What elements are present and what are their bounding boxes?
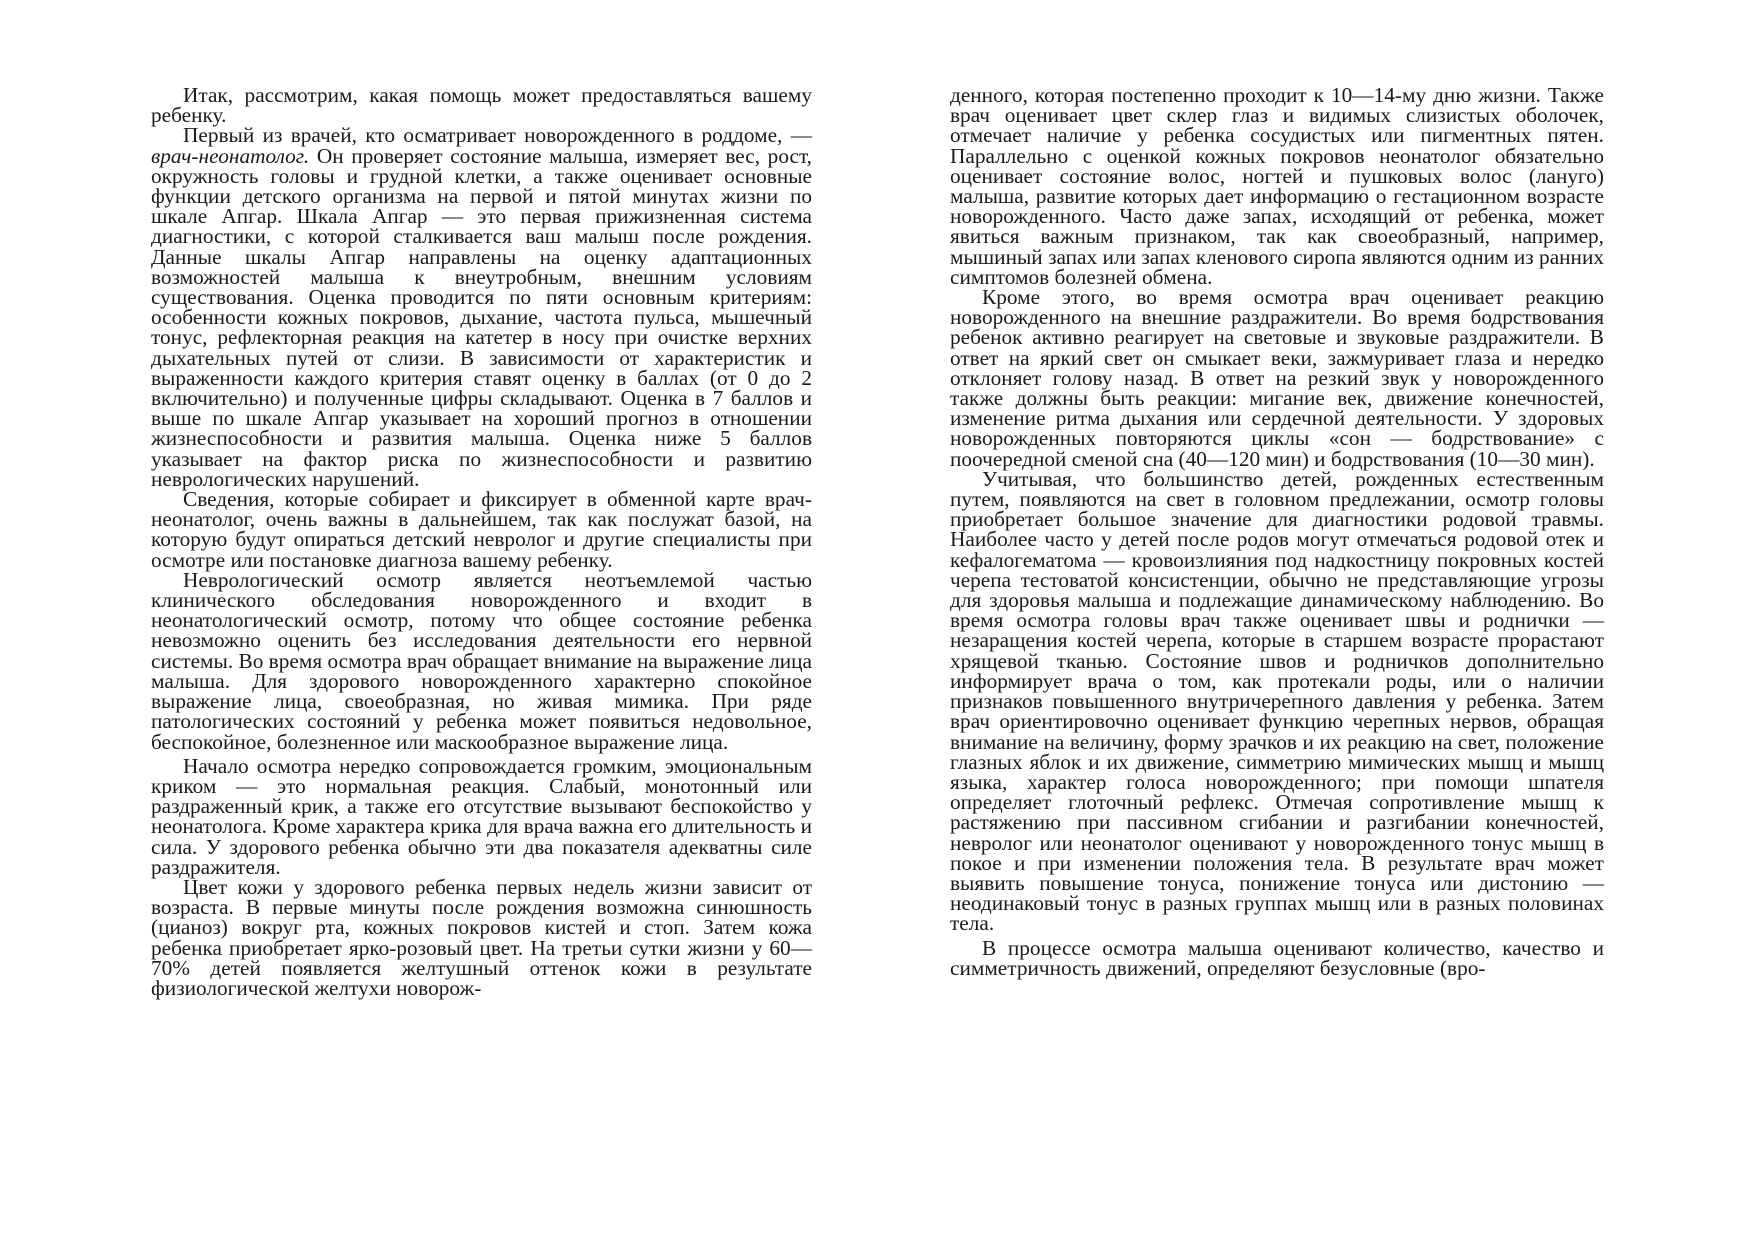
left-paragraph-3: Сведения, которые собирает и фиксирует в обменной карте врач-неонатолог, очень важны в дальнейшем, так как послужат базой, на которую будут опираться детский невролог и другие специалисты при осмотре или постановке диагноза вашему ребенку.	[151, 487, 812, 572]
left-paragraph-1: Итак, рассмотрим, какая помощь может предоставляться вашему ребенку.	[151, 83, 812, 128]
left-page-text	[151, 85, 812, 998]
left-paragraph-6: Цвет кожи у здорового ребенка первых недель жизни зависит от возраста. В первые минуты после рождения возможна синюшность (цианоз) вокруг рта, кожных покровов кистей и стоп. Затем кожа ребенка приобретает ярко-розовый цвет. На третьи сутки жизни у 60—70% детей появляется желтушный оттенок кожи в результате физиологической желтухи новорож-	[151, 874, 812, 1000]
left-paragraph-4: Неврологический осмотр является неотъемлемой частью клинического обследования новорожденного и входит в неонатологический осмотр, потому что общее состояние ребенка невозможно оценить без исследования деятельности его нервной системы. Во время осмотра врач обращает внимание на выражение лица малыша. Для здорового новорожденного характерно спокойное выражение лица, своеобразная, но живая мимика. При ряде патологических состояний у ребенка может появиться недовольное, беспокойное, болезненное или маскообразное выражение лица.	[151, 567, 812, 754]
left-page	[0, 0, 876, 1241]
right-page-text	[950, 85, 1604, 978]
right-paragraph-3: Учитывая, что большинство детей, рожденных естественным путем, появляются на свет в головном предлежании, осмотр головы приобретает большое значение для диагностики родовой травмы. Наиболее часто у детей после родов могут отмечаться родовой отек и кефалогематома — кровоизлияния под надкостницу покровных костей черепа тестоватой консистенции, обычно не представляющие угрозы для здоровья малыша и подлежащие динамическому наблюдению. Во время осмотра головы врач также оценивает швы и роднички — незаращения костей черепа, которые в старшем возрасте прорастают хрящевой тканью. Состояние швов и родничков дополнительно информирует врача о том, как протекали роды, или о наличии признаков повышенного внутричерепного давления у ребенка. Затем врач ориентировочно оценивает функцию черепных нервов, обращая внимание на величину, форму зрачков и их реакцию на свет, положение глазных яблок и их движение, симметрию мимических мышц и мышц языка, характер голоса новорожденного; при помощи шпателя определяет глоточный рефлекс. Отмечая сопротивление мышц к растяжению при пассивном сгибании и разгибании конечностей, невролог или неонатолог оценивают у новорожденного тонус мышц в покое и при изменении положения тела. В результате врач может выявить повышение тонуса, понижение тонуса или дистонию — неодинаковый тонус в разных группах мышц или в разных половинах тела.	[950, 466, 1604, 936]
left-paragraph-5: Начало осмотра нередко сопровождается громким, эмоциональным криком — это нормальная реакция. Слабый, монотонный или раздраженный крик, а также его отсутствие вызывают беспокойство у неонатолога. Кроме характера крика для врача важна его длительность и сила. У здорового ребенка обычно эти два показателя адекватны силе раздражителя.	[151, 753, 812, 879]
right-paragraph-4: В процессе осмотра малыша оценивают количество, качество и симметричность движений, определяют безусловные (вро-	[950, 935, 1604, 980]
right-paragraph-1: денного, которая постепенно проходит к 10—14-му дню жизни. Также врач оценивает цвет склер глаз и видимых слизистых оболочек, отмечает наличие у ребенка сосудистых или пигментных пятен. Параллельно с оценкой кожных покровов неонатолог обязательно оценивает состояние волос, ногтей и пушковых волос (лануго) малыша, развитие которых дает информацию о гестационном возрасте новорожденного. Часто даже запах, исходящий от ребенка, может явиться важным признаком, так как своеобразный, например, мышиный запах или запах кленового сиропа являются одним из ранних симптомов болезней обмена.	[950, 83, 1604, 289]
left-paragraph-2: Первый из врачей, кто осматривает новорожденного в роддоме, — врач-неонатолог. Он проверяет состояние малыша, измеряет вес, рост, окружность головы и грудной клетки, а также оценивает основные функции детского организма на первой и пятой минутах жизни по шкале Апгар. Шкала Апгар — это первая прижизненная система диагностики, с которой сталкивается ваш малыш после рождения. Данные шкалы Апгар направлены на оценку адаптационных возможностей малыша к внеутробным, внешним условиям существования. Оценка проводится по пяти основным критериям: особенности кожных покровов, дыхание, частота пульса, мышечный тонус, рефлекторная реакция на катетер в носу при очистке верхних дыхательных путей от слизи. В зависимости от характеристик и выраженности каждого критерия ставят оценку в баллах (от 0 до 2 включительно) и полученные цифры складывают. Оценка в 7 баллов и выше по шкале Апгар указывает на хороший прогноз в отношении жизнеспособности и развития малыша. Оценка ниже 5 баллов указывает на фактор риска по жизнеспособности и развитию неврологических нарушений.	[151, 123, 812, 491]
right-page	[877, 0, 1753, 1241]
right-paragraph-2: Кроме этого, во время осмотра врач оценивает реакцию новорожденного на внешние раздражители. Во время бодрствования ребенок активно реагирует на световые и звуковые раздражители. В ответ на яркий свет он смыкает веки, зажмуривает глаза и нередко отклоняет голову назад. В ответ на резкий звук у новорожденного также должны быть реакции: мигание век, движение конечностей, изменение ритма дыхания или сердечной деятельности. У здоровых новорожденных повторяются циклы «сон — бодрствование» с поочередной сменой сна (40—120 мин) и бодрствования (10—30 мин).	[950, 285, 1604, 471]
emphasis-neonatologist: врач-неонатолог.	[151, 143, 310, 168]
